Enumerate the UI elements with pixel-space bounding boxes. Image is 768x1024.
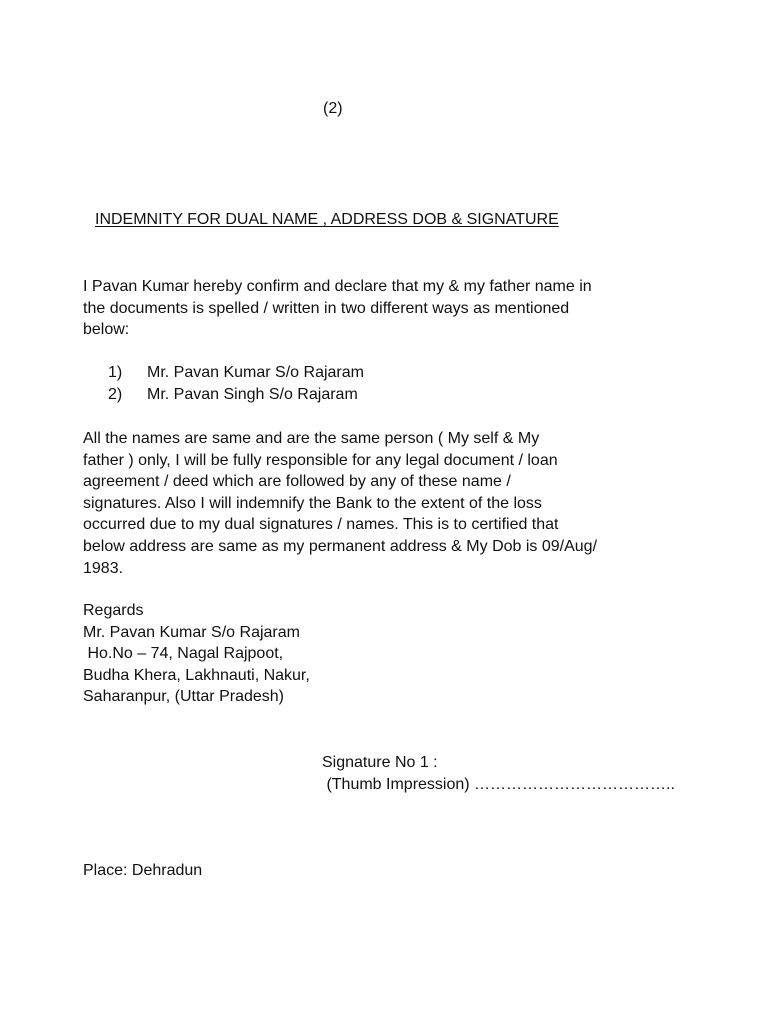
document-title: INDEMNITY FOR DUAL NAME , ADDRESS DOB & SIGNATURE <box>95 211 559 228</box>
list-number: 1) <box>108 364 123 381</box>
body-paragraph <box>83 428 703 579</box>
body-line: father ) only, I will be fully responsible for any legal document / loan <box>83 451 558 469</box>
address-line: Budha Khera, Lakhnauti, Nakur, <box>83 666 310 684</box>
intro-line: I Pavan Kumar hereby confirm and declare that my & my father name in <box>83 278 592 295</box>
body-line: 1983. <box>83 559 124 577</box>
intro-line: below: <box>83 321 130 339</box>
regards-block <box>83 600 703 708</box>
page-number: (2) <box>323 100 343 117</box>
body-line: All the names are same and are the same person ( My self & My <box>83 430 540 447</box>
body-line: below address are same as my permanent address & My Dob is 09/Aug/ <box>83 537 598 555</box>
address-line: Saharanpur, (Uttar Pradesh) <box>83 688 284 706</box>
list-item <box>108 362 364 384</box>
intro-paragraph <box>83 276 703 341</box>
signature-label: Signature No 1 : <box>322 754 438 771</box>
signatory-name: Mr. Pavan Kumar S/o Rajaram <box>83 623 300 641</box>
regards-label: Regards <box>83 602 144 619</box>
intro-line: the documents is spelled / written in two different ways as mentioned <box>83 299 570 317</box>
signature-block <box>322 752 675 795</box>
body-line: agreement / deed which are followed by any of these name / <box>83 473 511 491</box>
thumb-impression-line: (Thumb Impression) ……………………………….. <box>322 775 675 793</box>
list-text: Mr. Pavan Singh S/o Rajaram <box>147 386 358 403</box>
body-line: occurred due to my dual signatures / names. This is to certified that <box>83 516 559 534</box>
list-text: Mr. Pavan Kumar S/o Rajaram <box>147 364 364 381</box>
body-line: signatures. Also I will indemnify the Bank to the extent of the loss <box>83 494 542 512</box>
list-number: 2) <box>108 386 123 403</box>
address-line: Ho.No – 74, Nagal Rajpoot, <box>83 645 284 663</box>
place-line: Place: Dehradun <box>83 862 203 879</box>
list-item <box>108 384 364 406</box>
name-list <box>108 362 364 406</box>
